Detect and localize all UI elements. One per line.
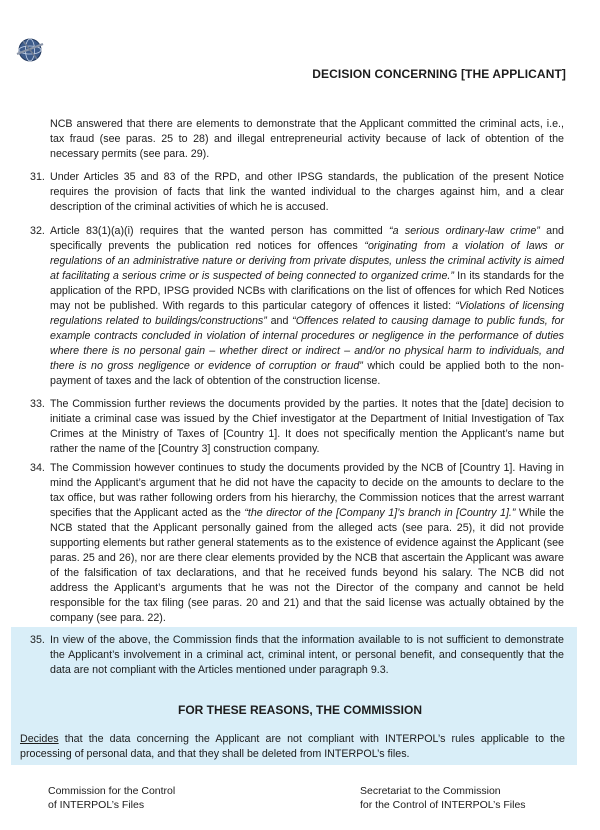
paragraph-number: 31. <box>30 171 45 183</box>
paragraph-text: In view of the above, the Commission finds that the information available to is not sufficient to demonstrate the Applicant’s involvement in a criminal act, criminal intent, or personal benefit, and consequently that the data are not compliant with the Articles mentioned under paragraph 9.3. <box>50 634 564 676</box>
paragraph-number: 35. <box>30 634 45 646</box>
intro-paragraph: NCB answered that there are elements to demonstrate that the Applicant committed the criminal acts, i.e., tax fraud (see paras. 25 to 28) and illegal entrepreneurial activity because of lack of obtention of the necessary permits (see para. 29). <box>50 118 564 160</box>
paragraph-31 <box>30 170 564 215</box>
paragraph-number: 34. <box>30 462 45 474</box>
paragraph-text: Article 83(1)(a)(i) requires that the wanted person has committed “a serious ordinary-law crime” and specifically prevents the publication red notices for offences “originating from a violation of laws or regulations of an administrative nature or deriving from private disputes, unless the criminal activity is aimed at facilitating a serious crime or is suspected of being connected to organized crime.” In its standards for the application of the RPD, IPSG provided NCBs with clarifications on the list of offences for which Red Notices may not be published. With regards to this particular category of offences it listed: “Violations of licensing regulations related to buildings/constructions” and “Offences related to causing damage to public funds, for example contracts concluded in violation of internal procedures or negligence in the performance of duties where there is no personal gain – whether direct or indirect – and/or no physical harm to individuals, and there is no gross negligence or evidence of corruption or fraud” which could be applied both to the non-payment of taxes and the lack of obtention of the construction license. <box>50 225 565 387</box>
paragraph-text: The Commission further reviews the documents provided by the parties. It notes that the [date] decision to initiate a criminal case was issued by the Chief investigator at the Department of Initial Investigation of Tax Crimes at the Ministry of Taxes of [Country 1]. It does not specifically mention the Applicant’s name but rather the name of the [Country 3] construction company. <box>50 398 564 455</box>
paragraph-33 <box>30 397 564 457</box>
paragraph-text: Under Articles 35 and 83 of the RPD, and other IPSG standards, the publication of the present Notice requires the provision of facts that link the wanted individual to the charges against him, and a clear description of the criminal activities of which he is accused. <box>50 171 564 213</box>
paragraph-text: The Commission however continues to study the documents provided by the NCB of [Country 1]. Having in mind the Applicant’s argument that he did not have the capacity to decide on the amounts to declare to the tax office, but was rather following orders from his hierarchy, the Commission notices that the arrest warrant specifies that the Applicant acted as the “the director of the [Company 1]’s branch in [Country 1].” While the NCB stated that the Applicant personally gained from the alleged acts (see para. 25), it did not provide supporting elements but rather general statements as to the existence of evidence against the Applicant (see paras. 25 and 26), nor are there clear elements provided by the NCB that ascertain the Applicant was aware of the falsification of tax declarations, and that he received funds beyond his salary. The NCB did not address the Applicant’s arguments that he was not the Director of the company and cannot be held responsible for the tax filing (see paras. 20 and 21) and that the said license was actually obtained by the company (see para. 22). <box>50 462 564 624</box>
globe-icon <box>13 33 47 67</box>
paragraph-32 <box>30 224 564 389</box>
footer-commission-signature: Commission for the Control of INTERPOL’s Files <box>48 785 176 811</box>
decides-keyword: Decides <box>20 733 59 745</box>
paragraph-34 <box>30 461 564 626</box>
reasons-heading: FOR THESE REASONS, THE COMMISSION <box>177 703 423 717</box>
paragraph-35 <box>30 633 564 678</box>
page-title: DECISION CONCERNING [THE APPLICANT] <box>312 67 566 81</box>
paragraph-number: 32. <box>30 225 45 237</box>
footer-secretariat-signature: Secretariat to the Commission for the Control of INTERPOL’s Files <box>360 785 526 811</box>
interpol-logo <box>13 33 47 67</box>
decision-paragraph: Decides that the data concerning the Applicant are not compliant with INTERPOL’s rules applicable to the processing of personal data, and that they shall be deleted from INTERPOL’s files. <box>20 733 565 760</box>
paragraph-number: 33. <box>30 398 45 410</box>
